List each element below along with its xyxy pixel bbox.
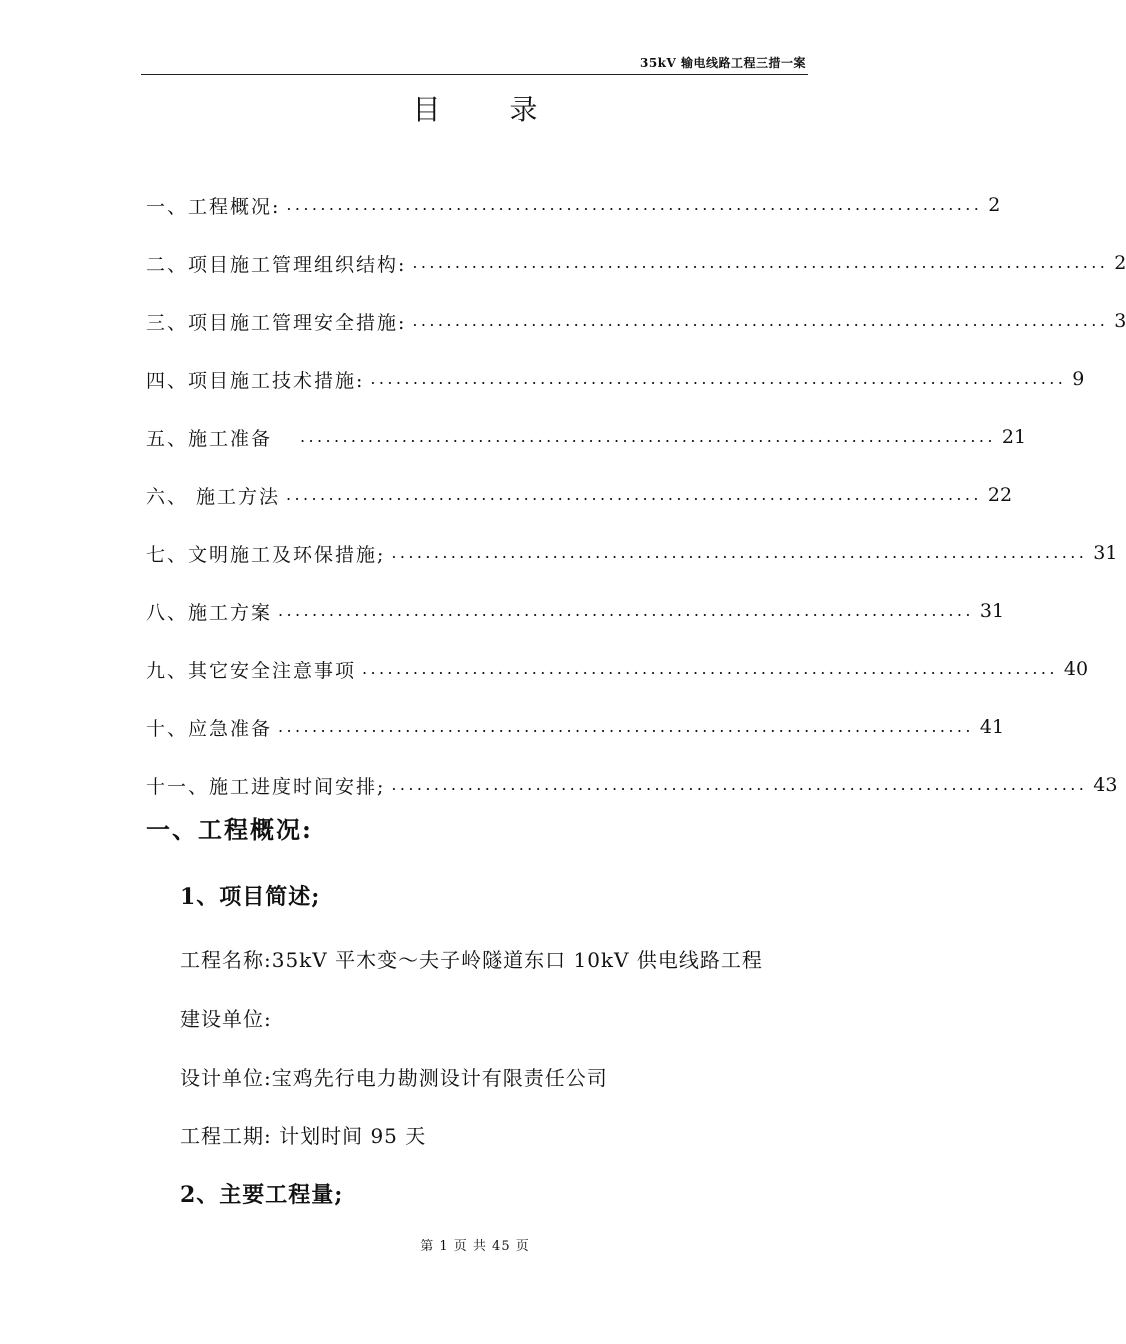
toc-entry-page: 21 (1001, 426, 1027, 448)
toc-entry-page: 2 (988, 194, 1001, 216)
toc-entry-label: 九、其它安全注意事项 (146, 659, 357, 682)
toc-leader-dots: .................................................................................. (391, 543, 1088, 562)
toc-entry-page: 31 (1093, 542, 1118, 564)
toc-entry-label: 十、应急准备 (146, 717, 273, 740)
project-name-text: 工程名称:35kV 平木变～夫子岭隧道东口 10kV 供电线路工程 (180, 948, 763, 972)
toc-entry-page: 3 (1114, 310, 1126, 332)
toc-entry[interactable] (146, 582, 1005, 640)
toc-entry-page: 31 (979, 600, 1005, 622)
toc-title: 目 录 (412, 93, 568, 126)
toc-entry-label: 五、施工准备 (146, 427, 273, 450)
toc-entry[interactable] (146, 756, 1118, 814)
toc-entry[interactable] (146, 292, 1126, 350)
toc-leader-dots: .................................................................................. (412, 253, 1109, 272)
builder-text: 建设单位: (180, 1007, 272, 1031)
section-heading: 一、工程概况: (146, 815, 313, 844)
toc-entry[interactable] (146, 350, 1085, 408)
toc-entry-label: 十一、施工进度时间安排; (146, 775, 386, 798)
toc-entry-label: 一、工程概况: (146, 195, 281, 218)
toc-entry[interactable] (146, 524, 1118, 582)
toc-entry-label: 七、文明施工及环保措施; (146, 543, 386, 566)
toc-entry-label: 四、项目施工技术措施: (146, 369, 365, 392)
toc-leader-dots: .................................................................................. (286, 195, 983, 214)
designer-text: 设计单位:宝鸡先行电力勘测设计有限责任公司 (180, 1066, 608, 1090)
toc-leader-dots: .................................................................................. (362, 659, 1058, 678)
toc-leader-dots: .................................................................................. (278, 601, 974, 620)
toc-entry-page: 2 (1114, 252, 1126, 274)
toc-entry[interactable] (146, 466, 1013, 524)
toc-entry-label: 三、项目施工管理安全措施: (146, 311, 407, 334)
toc-entry[interactable] (146, 698, 1005, 756)
toc-entry[interactable] (146, 234, 1126, 292)
toc-leader-dots: .................................................................................. (286, 485, 982, 504)
toc-entry-page: 22 (987, 484, 1013, 506)
toc-leader-dots: .................................................................................. (278, 717, 974, 736)
toc-entry[interactable] (146, 176, 1001, 234)
toc-leader-dots: .................................................................................. (370, 369, 1067, 388)
page-footer: 第 1 页 共 45 页 (420, 1239, 530, 1254)
toc-leader-dots: .................................................................................. (300, 427, 996, 446)
toc-entry-page: 40 (1063, 658, 1089, 680)
subsection-heading: 2、主要工程量; (180, 1182, 344, 1208)
toc-leader-dots: .................................................................................. (391, 775, 1088, 794)
toc-entry-page: 41 (979, 716, 1005, 738)
toc-entry-page: 43 (1093, 774, 1118, 796)
toc-entry-page: 9 (1072, 368, 1085, 390)
toc-entry[interactable] (146, 640, 1089, 698)
table-of-contents (146, 176, 1126, 814)
page-header (141, 52, 808, 75)
toc-entry-label: 二、项目施工管理组织结构: (146, 253, 407, 276)
toc-entry-label: 八、施工方案 (146, 601, 273, 624)
duration-text: 工程工期: 计划时间 95 天 (180, 1124, 427, 1148)
toc-leader-dots: .................................................................................. (412, 311, 1109, 330)
header-title: 35kV 输电线路工程三措一案 (639, 56, 806, 70)
subsection-heading: 1、项目简述; (180, 884, 321, 910)
toc-entry[interactable] (146, 408, 1027, 466)
toc-entry-label: 六、 施工方法 (146, 485, 281, 508)
